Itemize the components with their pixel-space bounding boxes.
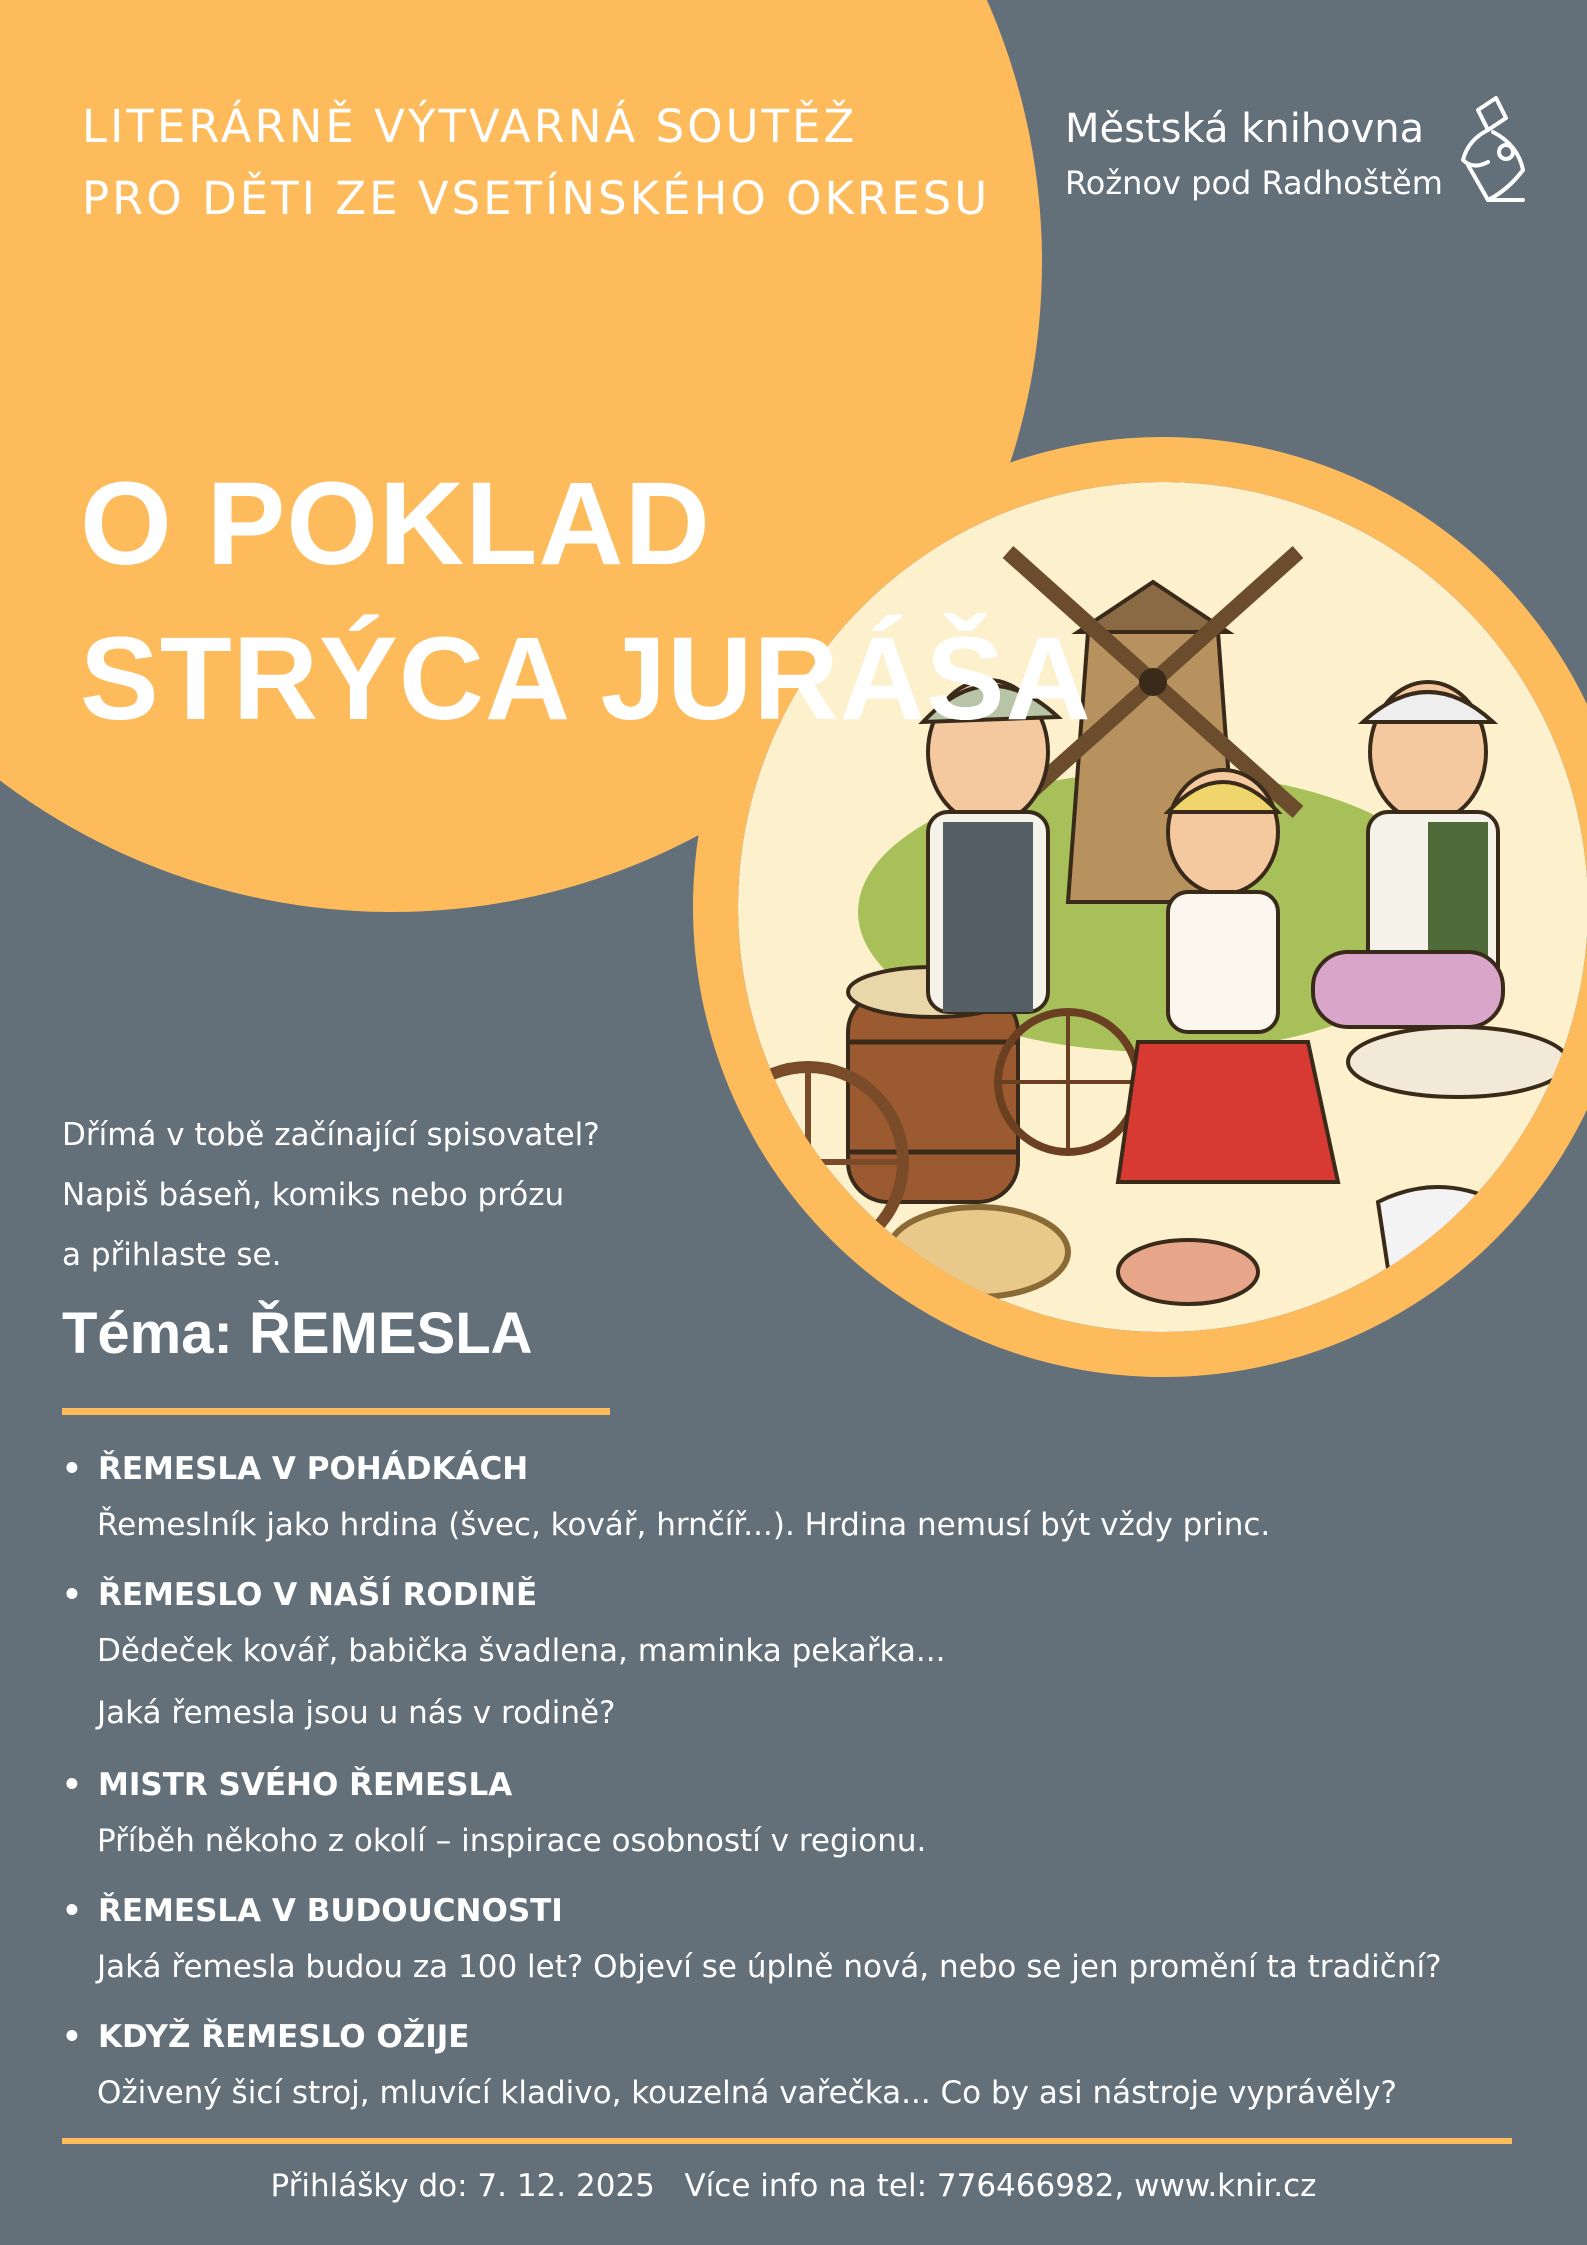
topic-item: [62, 1760, 926, 1872]
rope-coil-icon: [888, 1207, 1068, 1297]
jug-icon: [1378, 1187, 1498, 1302]
spinning-wheel-icon: [998, 1012, 1138, 1152]
bullet-icon: •: [62, 2019, 82, 2055]
tub-icon: [1348, 1027, 1568, 1097]
title-line-2: STRÝCA JURÁŠA: [80, 613, 1092, 745]
title-line-1: O POKLAD: [80, 458, 711, 590]
topic-description: Řemeslník jako hrdina (švec, kovář, hrnčíř...). Hrdina nemusí být vždy princ.: [97, 1507, 1271, 1543]
topic-heading: MISTR SVÉHO ŘEMESLA: [98, 1767, 513, 1803]
theme-heading: Téma: ŘEMESLA: [62, 1301, 533, 1366]
bullet-icon: •: [62, 1893, 82, 1929]
header-line-2: PRO DĚTI ZE VSETÍNSKÉHO OKRESU: [82, 172, 991, 225]
topic-description: Dědeček kovář, babička švadlena, maminka pekařka...: [97, 1633, 946, 1669]
topic-heading: ŘEMESLA V POHÁDKÁCH: [98, 1451, 529, 1487]
library-city: Rožnov pod Radhoštěm: [1065, 164, 1443, 202]
library-mascot-icon: [1448, 90, 1538, 210]
craftsmen-children-illustration: [738, 482, 1587, 1332]
footer: [0, 2168, 1587, 2204]
illustration-disc: [738, 482, 1587, 1332]
topic-item: [62, 1444, 1270, 1556]
topic-description: Příběh někoho z okolí – inspirace osobností v regionu.: [97, 1823, 927, 1859]
intro-text: [62, 1105, 600, 1285]
header-line-1: LITERÁRNĚ VÝTVARNÁ SOUTĚŽ: [82, 100, 858, 153]
footer-divider: [62, 2138, 1512, 2144]
intro-line: Dřímá v tobě začínající spisovatel?: [62, 1117, 600, 1153]
bullet-icon: •: [62, 1451, 82, 1487]
bowl-icon: [1118, 1240, 1258, 1304]
topic-description: Oživený šicí stroj, mluvící kladivo, kouzelná vařečka... Co by asi nástroje vyprávěly?: [97, 2075, 1397, 2111]
intro-line: Napiš báseň, komiks nebo prózu: [62, 1177, 565, 1213]
topic-item: [62, 2012, 1397, 2124]
theme-divider: [62, 1408, 610, 1415]
intro-line: a přihlaste se.: [62, 1237, 282, 1273]
topic-description: Jaká řemesla budou za 100 let? Objeví se úplně nová, nebo se jen promění ta tradiční?: [97, 1949, 1442, 1985]
topic-item: [62, 1886, 1442, 1998]
topic-description: Jaká řemesla jsou u nás v rodině?: [97, 1695, 616, 1731]
library-name: Městská knihovna: [1065, 106, 1425, 152]
topic-heading: ŘEMESLO V NAŠÍ RODINĚ: [98, 1577, 538, 1613]
bullet-icon: •: [62, 1577, 82, 1613]
topic-item: [62, 1570, 945, 1744]
topic-heading: KDYŽ ŘEMESLO OŽIJE: [98, 2019, 470, 2055]
bullet-icon: •: [62, 1767, 82, 1803]
deadline-text: Přihlášky do: 7. 12. 2025: [270, 2168, 655, 2204]
contact-text: Více info na tel: 776466982, www.knir.cz: [684, 2168, 1317, 2204]
fabric-roll-icon: [1313, 952, 1503, 1027]
topic-heading: ŘEMESLA V BUDOUCNOSTI: [98, 1893, 563, 1929]
